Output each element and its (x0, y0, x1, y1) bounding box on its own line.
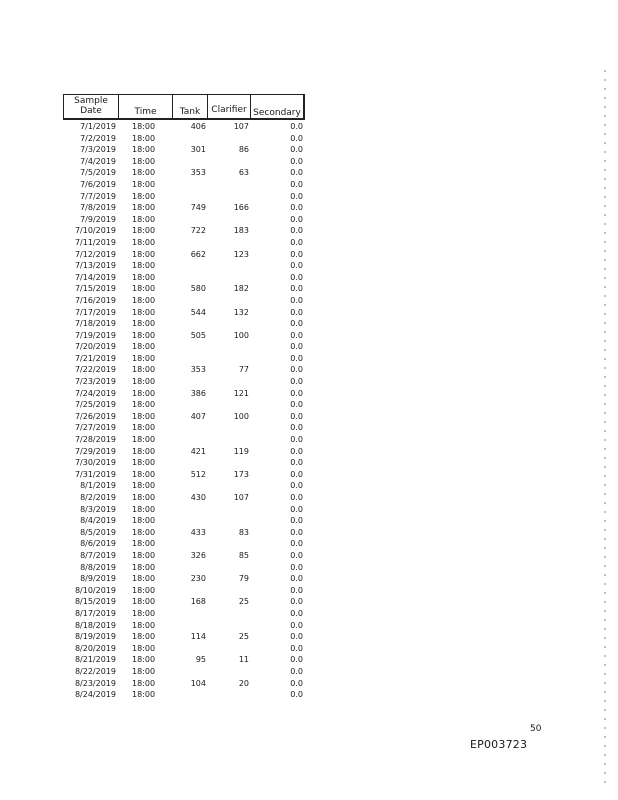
time-cell: 18:00 (132, 145, 156, 155)
date-cell: 7/14/2019 (74, 272, 116, 282)
clarifier-cell: 107 (233, 493, 249, 502)
time-cell: 18:00 (132, 122, 156, 131)
date-cell: 7/28/2019 (74, 435, 116, 445)
table-row (60, 596, 310, 608)
secondary-cell: 0.0 (290, 203, 303, 213)
clarifier-cell: 85 (238, 550, 249, 560)
date-cell: 8/9/2019 (80, 574, 116, 584)
table-row (60, 654, 310, 666)
table-row (60, 202, 310, 214)
table-row (60, 608, 310, 620)
time-cell: 18:00 (132, 133, 156, 143)
date-cell: 8/10/2019 (74, 585, 116, 595)
table-row (60, 538, 310, 550)
table-row (60, 492, 310, 504)
secondary-cell: 0.0 (290, 400, 303, 410)
table-row (60, 411, 310, 423)
time-cell: 18:00 (132, 458, 156, 468)
clarifier-cell: 123 (233, 249, 249, 259)
tank-cell: 95 (195, 655, 206, 665)
date-cell: 8/22/2019 (74, 666, 116, 676)
header-tank-label: Tank (179, 107, 201, 117)
secondary-cell: 0.0 (290, 504, 303, 514)
table-row (60, 678, 310, 690)
time-cell: 18:00 (132, 574, 156, 584)
header-sample-date-line1: Sample (74, 96, 108, 106)
secondary-cell: 0.0 (290, 562, 303, 572)
clarifier-cell: 119 (233, 446, 249, 456)
tank-cell: 430 (190, 493, 206, 502)
table-row (60, 318, 310, 330)
tank-cell: 353 (190, 365, 206, 375)
date-cell: 7/23/2019 (74, 377, 116, 387)
secondary-cell: 0.0 (290, 411, 303, 421)
clarifier-cell: 100 (233, 330, 249, 340)
secondary-cell: 0.0 (290, 446, 303, 456)
clarifier-cell: 11 (238, 655, 249, 665)
time-cell: 18:00 (132, 342, 156, 352)
date-cell: 7/21/2019 (74, 353, 116, 363)
header-time-label: Time (134, 107, 157, 117)
tank-cell: 301 (190, 145, 206, 155)
table-row (60, 167, 310, 179)
time-cell: 18:00 (132, 237, 156, 247)
secondary-cell: 0.0 (290, 585, 303, 595)
table-row (60, 388, 310, 400)
secondary-cell: 0.0 (290, 481, 303, 491)
clarifier-cell: 77 (238, 365, 249, 375)
secondary-cell: 0.0 (290, 133, 303, 143)
tank-cell: 580 (190, 284, 206, 294)
time-cell: 18:00 (132, 307, 156, 317)
header-sample-date (63, 94, 119, 120)
time-cell: 18:00 (132, 353, 156, 363)
header-secondary (250, 94, 305, 120)
time-cell: 18:00 (132, 516, 156, 526)
secondary-cell: 0.0 (290, 597, 303, 607)
header-time (118, 94, 173, 120)
date-cell: 7/27/2019 (74, 423, 116, 433)
date-cell: 8/20/2019 (74, 643, 116, 653)
date-cell: 8/7/2019 (80, 550, 116, 560)
clarifier-cell: 166 (233, 203, 249, 213)
date-cell: 7/4/2019 (80, 156, 116, 166)
secondary-cell: 0.0 (290, 342, 303, 352)
date-cell: 8/6/2019 (80, 539, 116, 549)
clarifier-cell: 20 (238, 678, 249, 688)
secondary-cell: 0.0 (290, 330, 303, 340)
secondary-cell: 0.0 (290, 214, 303, 224)
date-cell: 7/16/2019 (74, 295, 116, 305)
data-table-body (60, 121, 310, 701)
table-row (60, 631, 310, 643)
table-row (60, 249, 310, 261)
time-cell: 18:00 (132, 550, 156, 560)
tank-cell: 230 (190, 574, 206, 584)
time-cell: 18:00 (132, 435, 156, 445)
date-cell: 7/30/2019 (74, 458, 116, 468)
date-cell: 8/1/2019 (80, 481, 116, 491)
secondary-cell: 0.0 (290, 191, 303, 201)
time-cell: 18:00 (132, 597, 156, 607)
table-row (60, 422, 310, 434)
secondary-cell: 0.0 (290, 179, 303, 189)
tank-cell: 114 (190, 632, 206, 642)
table-row (60, 364, 310, 376)
time-cell: 18:00 (132, 191, 156, 201)
date-cell: 7/29/2019 (74, 446, 116, 456)
clarifier-cell: 25 (238, 597, 249, 607)
time-cell: 18:00 (132, 469, 156, 479)
secondary-cell: 0.0 (290, 365, 303, 375)
secondary-cell: 0.0 (290, 295, 303, 305)
table-row (60, 585, 310, 597)
secondary-cell: 0.0 (290, 423, 303, 433)
tank-cell: 104 (190, 678, 206, 688)
time-cell: 18:00 (132, 608, 156, 618)
time-cell: 18:00 (132, 388, 156, 398)
time-cell: 18:00 (132, 179, 156, 189)
time-cell: 18:00 (132, 655, 156, 665)
secondary-cell: 0.0 (290, 690, 303, 700)
time-cell: 18:00 (132, 690, 156, 700)
date-cell: 7/3/2019 (80, 145, 116, 155)
table-row (60, 144, 310, 156)
header-secondary-label: Secondary (253, 108, 301, 118)
table-row (60, 191, 310, 203)
secondary-cell: 0.0 (290, 122, 303, 131)
time-cell: 18:00 (132, 562, 156, 572)
date-cell: 7/19/2019 (74, 330, 116, 340)
table-row (60, 260, 310, 272)
table-row (60, 469, 310, 481)
time-cell: 18:00 (132, 168, 156, 178)
secondary-cell: 0.0 (290, 353, 303, 363)
date-cell: 8/3/2019 (80, 504, 116, 514)
clarifier-cell: 107 (233, 122, 249, 131)
date-cell: 8/19/2019 (74, 632, 116, 642)
secondary-cell: 0.0 (290, 249, 303, 259)
time-cell: 18:00 (132, 377, 156, 387)
secondary-cell: 0.0 (290, 678, 303, 688)
time-cell: 18:00 (132, 214, 156, 224)
date-cell: 7/10/2019 (74, 226, 116, 236)
table-row (60, 237, 310, 249)
table-row (60, 307, 310, 319)
secondary-cell: 0.0 (290, 632, 303, 642)
secondary-cell: 0.0 (290, 156, 303, 166)
date-cell: 7/5/2019 (80, 168, 116, 178)
tank-cell: 326 (190, 550, 206, 560)
time-cell: 18:00 (132, 643, 156, 653)
clarifier-cell: 100 (233, 411, 249, 421)
time-cell: 18:00 (132, 249, 156, 259)
secondary-cell: 0.0 (290, 655, 303, 665)
table-row (60, 179, 310, 191)
tank-cell: 722 (190, 226, 206, 236)
date-cell: 7/8/2019 (80, 203, 116, 213)
tank-cell: 421 (190, 446, 206, 456)
date-cell: 7/22/2019 (74, 365, 116, 375)
secondary-cell: 0.0 (290, 377, 303, 387)
table-row (60, 353, 310, 365)
clarifier-cell: 25 (238, 632, 249, 642)
clarifier-cell: 83 (238, 527, 249, 537)
time-cell: 18:00 (132, 365, 156, 375)
time-cell: 18:00 (132, 481, 156, 491)
secondary-cell: 0.0 (290, 608, 303, 618)
tank-cell: 512 (190, 469, 206, 479)
table-row (60, 283, 310, 295)
table-row (60, 643, 310, 655)
secondary-cell: 0.0 (290, 435, 303, 445)
date-cell: 7/11/2019 (74, 237, 116, 247)
time-cell: 18:00 (132, 678, 156, 688)
secondary-cell: 0.0 (290, 516, 303, 526)
table-row (60, 550, 310, 562)
time-cell: 18:00 (132, 539, 156, 549)
time-cell: 18:00 (132, 203, 156, 213)
date-cell: 8/2/2019 (80, 493, 116, 502)
table-row (60, 376, 310, 388)
table-row (60, 121, 310, 133)
secondary-cell: 0.0 (290, 469, 303, 479)
clarifier-cell: 182 (233, 284, 249, 294)
secondary-cell: 0.0 (290, 237, 303, 247)
date-cell: 8/8/2019 (80, 562, 116, 572)
tank-cell: 168 (190, 597, 206, 607)
time-cell: 18:00 (132, 493, 156, 502)
secondary-cell: 0.0 (290, 527, 303, 537)
date-cell: 7/13/2019 (74, 261, 116, 271)
date-cell: 7/9/2019 (80, 214, 116, 224)
date-cell: 7/20/2019 (74, 342, 116, 352)
clarifier-cell: 79 (238, 574, 249, 584)
table-row (60, 446, 310, 458)
time-cell: 18:00 (132, 620, 156, 630)
header-tank (172, 94, 208, 120)
secondary-cell: 0.0 (290, 666, 303, 676)
time-cell: 18:00 (132, 400, 156, 410)
time-cell: 18:00 (132, 272, 156, 282)
table-row (60, 214, 310, 226)
secondary-cell: 0.0 (290, 261, 303, 271)
secondary-cell: 0.0 (290, 458, 303, 468)
clarifier-cell: 86 (238, 145, 249, 155)
date-cell: 8/17/2019 (74, 608, 116, 618)
tank-cell: 353 (190, 168, 206, 178)
table-row (60, 562, 310, 574)
header-sample-date-line2: Date (80, 106, 102, 116)
tank-cell: 386 (190, 388, 206, 398)
secondary-cell: 0.0 (290, 574, 303, 584)
time-cell: 18:00 (132, 156, 156, 166)
secondary-cell: 0.0 (290, 550, 303, 560)
time-cell: 18:00 (132, 504, 156, 514)
secondary-cell: 0.0 (290, 620, 303, 630)
time-cell: 18:00 (132, 284, 156, 294)
secondary-cell: 0.0 (290, 539, 303, 549)
header-clarifier-label: Clarifier (211, 105, 247, 115)
date-cell: 7/25/2019 (74, 400, 116, 410)
date-cell: 8/5/2019 (80, 527, 116, 537)
table-row (60, 330, 310, 342)
date-cell: 7/18/2019 (74, 319, 116, 329)
date-cell: 7/31/2019 (74, 469, 116, 479)
tank-cell: 407 (190, 411, 206, 421)
date-cell: 8/21/2019 (74, 655, 116, 665)
tank-cell: 406 (190, 122, 206, 131)
time-cell: 18:00 (132, 411, 156, 421)
secondary-cell: 0.0 (290, 643, 303, 653)
table-row (60, 225, 310, 237)
date-cell: 7/24/2019 (74, 388, 116, 398)
table-row (60, 272, 310, 284)
time-cell: 18:00 (132, 330, 156, 340)
date-cell: 7/15/2019 (74, 284, 116, 294)
table-row (60, 527, 310, 539)
tank-cell: 544 (190, 307, 206, 317)
time-cell: 18:00 (132, 319, 156, 329)
time-cell: 18:00 (132, 423, 156, 433)
clarifier-cell: 173 (233, 469, 249, 479)
scan-edge-marks (604, 70, 606, 790)
secondary-cell: 0.0 (290, 319, 303, 329)
clarifier-cell: 121 (233, 388, 249, 398)
date-cell: 8/24/2019 (74, 690, 116, 700)
table-row (60, 620, 310, 632)
table-row (60, 399, 310, 411)
time-cell: 18:00 (132, 666, 156, 676)
tank-cell: 505 (190, 330, 206, 340)
secondary-cell: 0.0 (290, 145, 303, 155)
table-row (60, 457, 310, 469)
clarifier-cell: 63 (238, 168, 249, 178)
clarifier-cell: 132 (233, 307, 249, 317)
date-cell: 7/1/2019 (80, 122, 116, 131)
date-cell: 8/15/2019 (74, 597, 116, 607)
table-row (60, 434, 310, 446)
secondary-cell: 0.0 (290, 493, 303, 502)
time-cell: 18:00 (132, 632, 156, 642)
table-row (60, 133, 310, 145)
table-row (60, 666, 310, 678)
table-row (60, 480, 310, 492)
time-cell: 18:00 (132, 446, 156, 456)
secondary-cell: 0.0 (290, 388, 303, 398)
table-row (60, 295, 310, 307)
table-row (60, 515, 310, 527)
clarifier-cell: 183 (233, 226, 249, 236)
date-cell: 8/18/2019 (74, 620, 116, 630)
table-row (60, 573, 310, 585)
time-cell: 18:00 (132, 527, 156, 537)
header-clarifier (207, 94, 251, 120)
table-row (60, 504, 310, 516)
date-cell: 8/4/2019 (80, 516, 116, 526)
date-cell: 7/12/2019 (74, 249, 116, 259)
date-cell: 7/6/2019 (80, 179, 116, 189)
tank-cell: 433 (190, 527, 206, 537)
secondary-cell: 0.0 (290, 284, 303, 294)
page-number: 50 (530, 724, 542, 734)
secondary-cell: 0.0 (290, 307, 303, 317)
secondary-cell: 0.0 (290, 226, 303, 236)
tank-cell: 662 (190, 249, 206, 259)
bates-number: EP003723 (470, 738, 528, 751)
date-cell: 7/17/2019 (74, 307, 116, 317)
table-row (60, 156, 310, 168)
date-cell: 7/7/2019 (80, 191, 116, 201)
date-cell: 7/2/2019 (80, 133, 116, 143)
time-cell: 18:00 (132, 226, 156, 236)
table-row (60, 689, 310, 701)
date-cell: 7/26/2019 (74, 411, 116, 421)
table-row (60, 341, 310, 353)
time-cell: 18:00 (132, 261, 156, 271)
tank-cell: 749 (190, 203, 206, 213)
secondary-cell: 0.0 (290, 272, 303, 282)
time-cell: 18:00 (132, 295, 156, 305)
date-cell: 8/23/2019 (74, 678, 116, 688)
time-cell: 18:00 (132, 585, 156, 595)
secondary-cell: 0.0 (290, 168, 303, 178)
